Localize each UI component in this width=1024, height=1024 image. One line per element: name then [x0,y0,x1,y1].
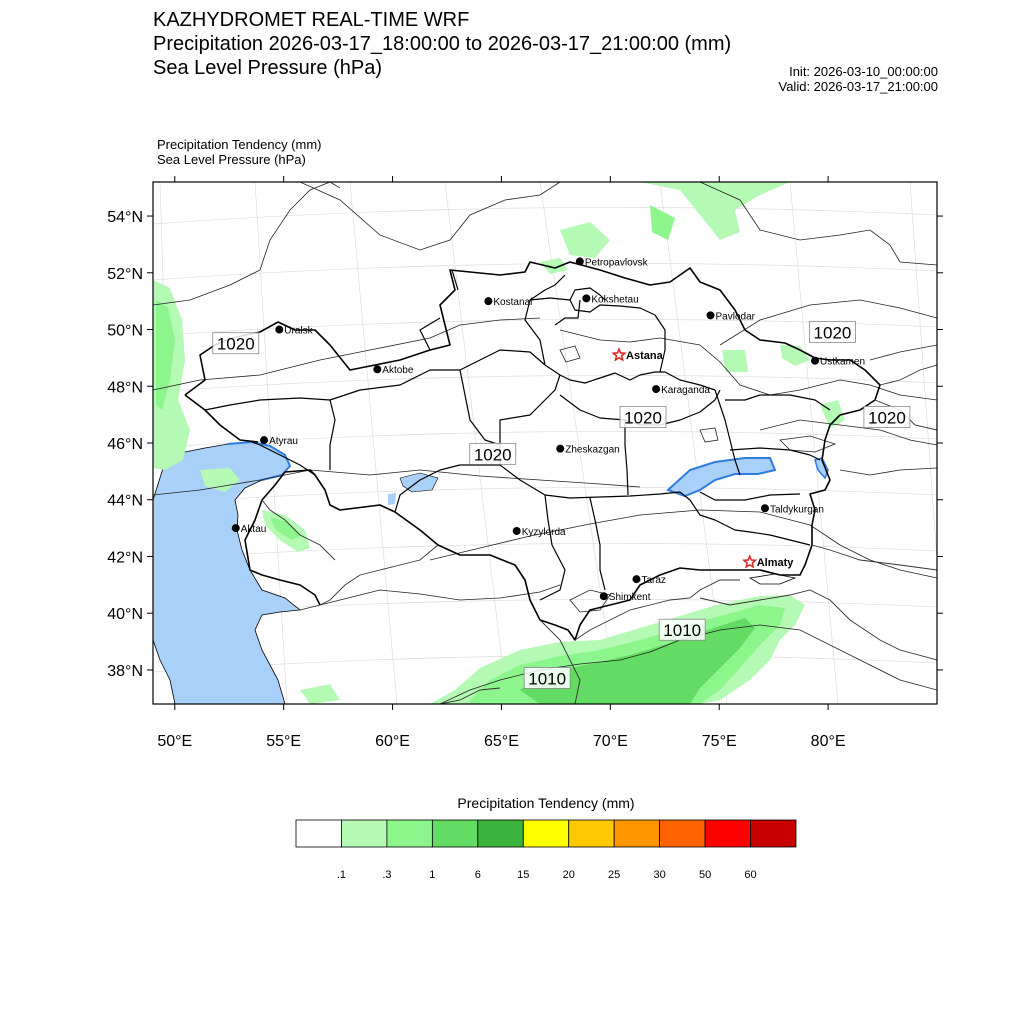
city-dot-icon [811,357,819,365]
city-label: Taraz [641,575,666,587]
city-zheskazgan [556,445,619,456]
city-almaty [744,556,794,569]
lon-tick-label: 80°E [810,733,846,750]
lon-tick-label: 50°E [157,733,193,750]
city-label: Taldykurgan [769,504,824,516]
legend-label: 50 [698,869,712,881]
city-dot-icon [582,294,590,302]
lat-tick-label: 42°N [107,549,143,567]
lat-tick-label: 44°N [107,492,143,510]
legend-label: .1 [336,869,347,881]
svg-text:1010: 1010 [663,621,702,641]
aral-sea [400,473,438,492]
legend-swatch [478,820,523,847]
isobar-label [864,406,910,427]
lat-tick-label: 54°N [107,209,143,227]
city-label: Petropavlovsk [584,257,648,269]
city-kyzylorda [513,527,566,538]
svg-text:1020: 1020 [216,334,255,354]
city-pavlodar [707,311,756,322]
title-line-2: Precipitation 2026-03-17_18:00:00 to 2026-03-17_21:00:00 (mm) [153,33,732,55]
isobar-label [470,443,516,464]
valid-time: Valid: 2026-03-17_21:00:00 [778,79,938,94]
city-dot-icon [484,297,492,305]
legend-label: 30 [653,869,666,881]
legend-swatch [614,820,659,847]
lat-tick-label: 52°N [107,265,143,283]
isobar-label [659,619,705,640]
svg-text:1020: 1020 [473,445,512,465]
city-label: Zheskazgan [565,444,620,456]
lon-tick-label: 75°E [701,733,737,750]
legend-label: 15 [517,869,530,881]
city-uralsk [275,326,313,337]
city-kostanai [484,297,532,308]
city-astana [613,349,663,362]
isobar-label [524,667,570,688]
city-dot-icon [632,575,640,583]
capital-star-icon [744,556,755,567]
city-taldykurgan [761,504,824,515]
city-label: Atyrau [269,436,298,448]
city-petropavlovsk [576,257,649,268]
isobar-label [620,406,666,427]
init-time: Init: 2026-03-10_00:00:00 [789,64,938,79]
legend-swatch [705,820,750,847]
map-subtitle-slp: Sea Level Pressure (hPa) [157,152,306,167]
svg-text:1020: 1020 [813,323,852,343]
city-label: Aktau [240,524,267,536]
city-label: Kokshetau [591,294,639,306]
lon-tick-label: 65°E [484,733,519,750]
legend-swatch [296,820,341,847]
legend-label: 20 [562,869,575,881]
legend-swatch [432,820,477,847]
city-karaganda [652,385,710,396]
city-dot-icon [652,385,660,393]
lat-tick-label: 50°N [107,322,143,340]
city-label: Kyzylorda [521,526,566,538]
city-label: Shimkent [608,592,651,604]
svg-text:1020: 1020 [867,408,906,428]
city-label: Almaty [756,557,794,570]
city-dot-icon [556,445,564,453]
isobar-label [213,333,259,354]
legend-label: 6 [474,869,481,881]
city-label: Kostanai [493,297,533,309]
map-subtitle-precip: Precipitation Tendency (mm) [157,137,322,152]
city-kokshetau [582,294,638,305]
city-label: Karaganda [661,385,711,397]
city-dot-icon [275,326,283,334]
city-dot-icon [260,436,268,444]
city-dot-icon [600,592,608,600]
capital-star-icon [613,349,625,360]
city-aktobe [373,365,414,376]
lat-tick-label: 38°N [107,662,143,680]
lon-tick-label: 55°E [266,733,302,750]
title-line-3: Sea Level Pressure (hPa) [153,57,383,79]
legend-swatch [387,820,432,847]
legend-swatch [523,820,568,847]
city-label: Astana [626,350,663,363]
svg-text:1010: 1010 [528,669,567,689]
legend-swatch [341,820,386,847]
city-ustkamen [811,357,865,368]
legend-label: 1 [429,869,436,881]
city-dot-icon [513,527,521,535]
city-dot-icon [761,504,769,512]
city-dot-icon [707,311,715,319]
legend-title: Precipitation Tendency (mm) [457,795,635,811]
city-dot-icon [232,524,240,532]
legend-label: 25 [608,869,621,881]
aral-sea-small [388,493,396,505]
city-taraz [632,575,665,586]
legend-swatch [660,820,705,847]
city-dot-icon [373,365,381,373]
legend-swatch [569,820,614,847]
city-shimkent [600,592,651,603]
city-label: Pavlodar [715,311,755,323]
lat-tick-label: 40°N [107,606,143,624]
lon-tick-label: 60°E [375,733,410,750]
city-dot-icon [576,257,584,265]
city-label: Aktobe [382,365,414,377]
legend-swatch [751,820,796,847]
legend-label: 60 [744,869,757,881]
precip-legend [296,820,796,881]
isobar-label [809,321,855,342]
lon-tick-label: 70°E [592,733,628,750]
lat-tick-label: 46°N [107,436,143,453]
city-label: Ustkamen [820,356,866,368]
svg-text:1020: 1020 [624,408,662,428]
lat-tick-label: 48°N [107,379,143,397]
title-line-1: KAZHYDROMET REAL-TIME WRF [153,9,470,31]
legend-label: .3 [382,869,392,881]
lake-balkhash [668,458,775,496]
city-label: Uralsk [284,325,313,337]
